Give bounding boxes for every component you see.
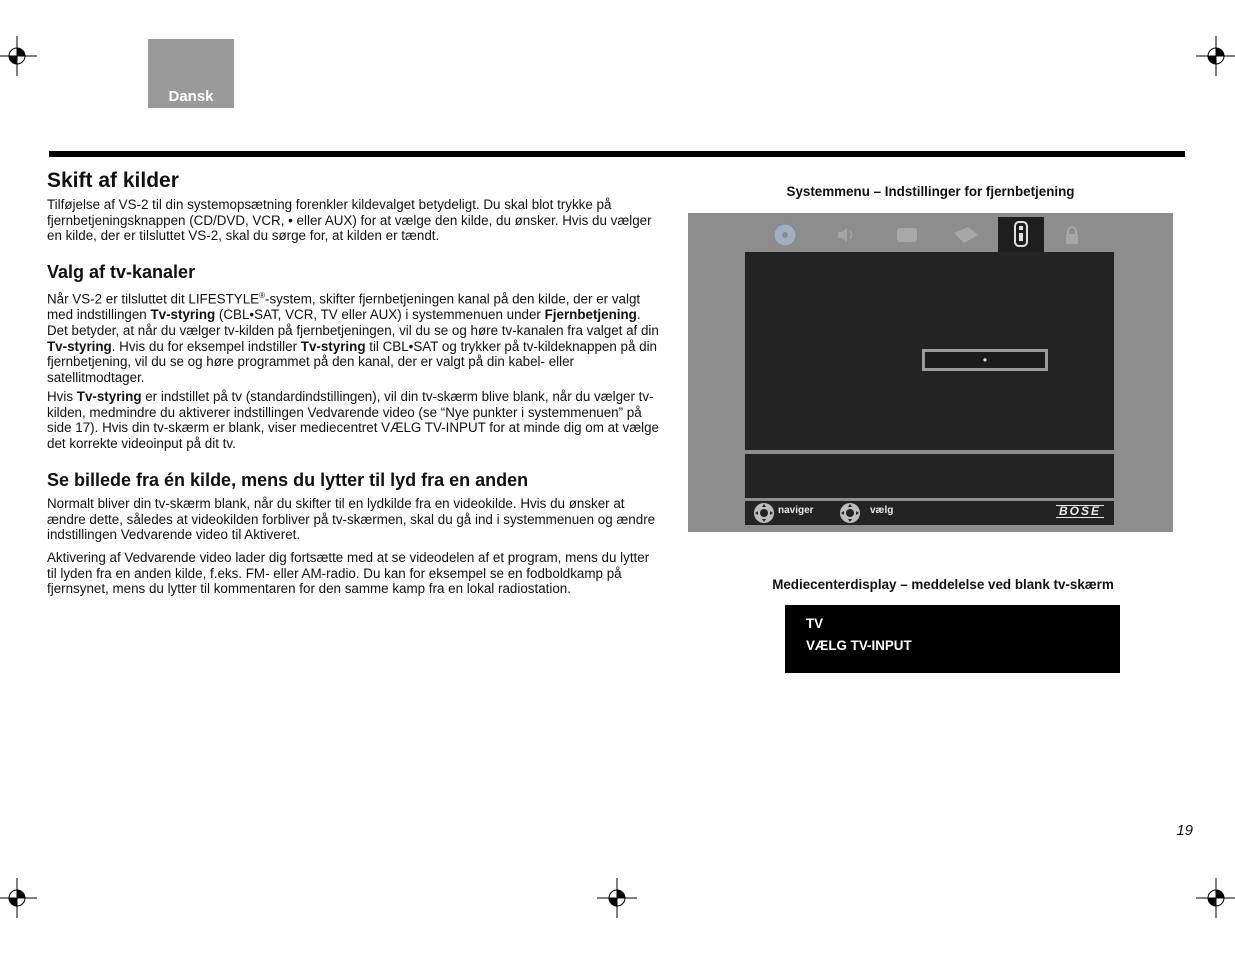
navigate-pad-icon	[753, 502, 775, 524]
registration-mark-icon	[1196, 36, 1235, 76]
header-rule	[49, 151, 1185, 157]
section-intro: Tilføjelse af VS-2 til din systemopsætning forenkler kildevalget betydeligt. Du skal blot trykke på fjernbetjeningsknappen (CD/DVD, VCR, • eller AUX) for at vælge den kilde, du ønsker. Hvis du vælger en kilde, der er tilsluttet VS-2, skal du sørge for, at kilden er tændt.	[47, 197, 652, 244]
tv-channels-paragraph-2: Hvis Tv-styring er indstillet på tv (standardindstillingen), vil din tv-skærm blive blank, når du vælger tv-kilden, medmindre du aktiverer indstillingen Vedvarende video (se “Nye punkter i systemmenuen” på side 17). Hvis din tv-skærm er blank, viser mediecentret VÆLG TV-INPUT for at minde dig om at vælge det korrekte videoinput på dit tv.	[47, 389, 659, 452]
page-number: 19	[1176, 822, 1193, 839]
section-title: Skift af kilder	[47, 169, 179, 192]
picture-audio-paragraph-2: Aktivering af Vedvarende video lader dig fortsætte med at se videodelen af et program, mens du lytter til lyden fra en anden kilde, f.eks. FM- eller AM-radio. Du kan for eksempel se en fodboldkamp på fjernsynet, mens du lytter til kommentaren for den samme kamp fra en lokal radiostation.	[47, 550, 650, 597]
remote-flat-icon	[952, 225, 980, 245]
language-tab	[148, 39, 234, 108]
tv-channels-heading: Valg af tv-kanaler	[47, 262, 196, 282]
registration-mark-icon	[597, 878, 637, 918]
registration-mark-icon	[0, 878, 37, 918]
language-label: Dansk	[168, 88, 214, 105]
display-line-2: VÆLG TV-INPUT	[806, 638, 912, 653]
picture-audio-paragraph-1: Normalt bliver din tv-skærm blank, når du skifter til en lydkilde fra en videokilde. Hvis du ønsker at ændre dette, således at videokilden forbliver på tv-skærmen, skal du gå ind i systemmenuen og ændre indstillingen Vedvarende video til Aktiveret.	[47, 496, 656, 543]
display-line-1: TV	[806, 616, 824, 631]
media-display-caption: Mediecenterdisplay – meddelelse ved blank tv-skærm	[772, 577, 1114, 592]
disc-icon	[772, 222, 798, 248]
speaker-icon	[836, 225, 858, 245]
tv-control-value: •	[982, 353, 988, 367]
picture-audio-heading: Se billede fra én kilde, mens du lytter til lyd fra en anden	[47, 470, 529, 490]
select-label: vælg	[870, 505, 894, 516]
remote-icon	[1013, 221, 1029, 248]
registration-mark-icon	[1196, 878, 1235, 918]
tv-channels-paragraph-1: Når VS-2 er tilsluttet dit LIFESTYLE®-system, skifter fjernbetjeningen kanal på den kilde, der er valgt med indstillingen Tv-styring (CBL•SAT, VCR, TV eller AUX) i systemmenuen under Fjernbetjening. Det betyder, at når du vælger tv-kilden på fjernbetjeningen, vil du se og høre tv-kanalen fra valget af din Tv-styring. Hvis du for eksempel indstiller Tv-styring til CBL•SAT og trykker på tv-kildeknappen på din fjernbetjening, vil du se og høre programmet på den kanal, der er valgt på din kabel- eller satellitmodtager.	[47, 291, 659, 385]
lock-icon	[1064, 225, 1080, 245]
media-center-display	[785, 605, 1120, 673]
navigate-label: naviger	[778, 505, 814, 516]
bose-logo: BOSE	[1056, 505, 1104, 518]
registration-mark-icon	[0, 36, 37, 76]
select-pad-icon	[839, 502, 861, 524]
system-menu-caption: Systemmenu – Indstillinger for fjernbetjening	[786, 184, 1075, 199]
display-icon	[896, 227, 918, 243]
menu-info-panel	[745, 454, 1114, 498]
menu-help-bar	[745, 501, 1114, 525]
tv-control-field[interactable]	[922, 349, 1048, 371]
